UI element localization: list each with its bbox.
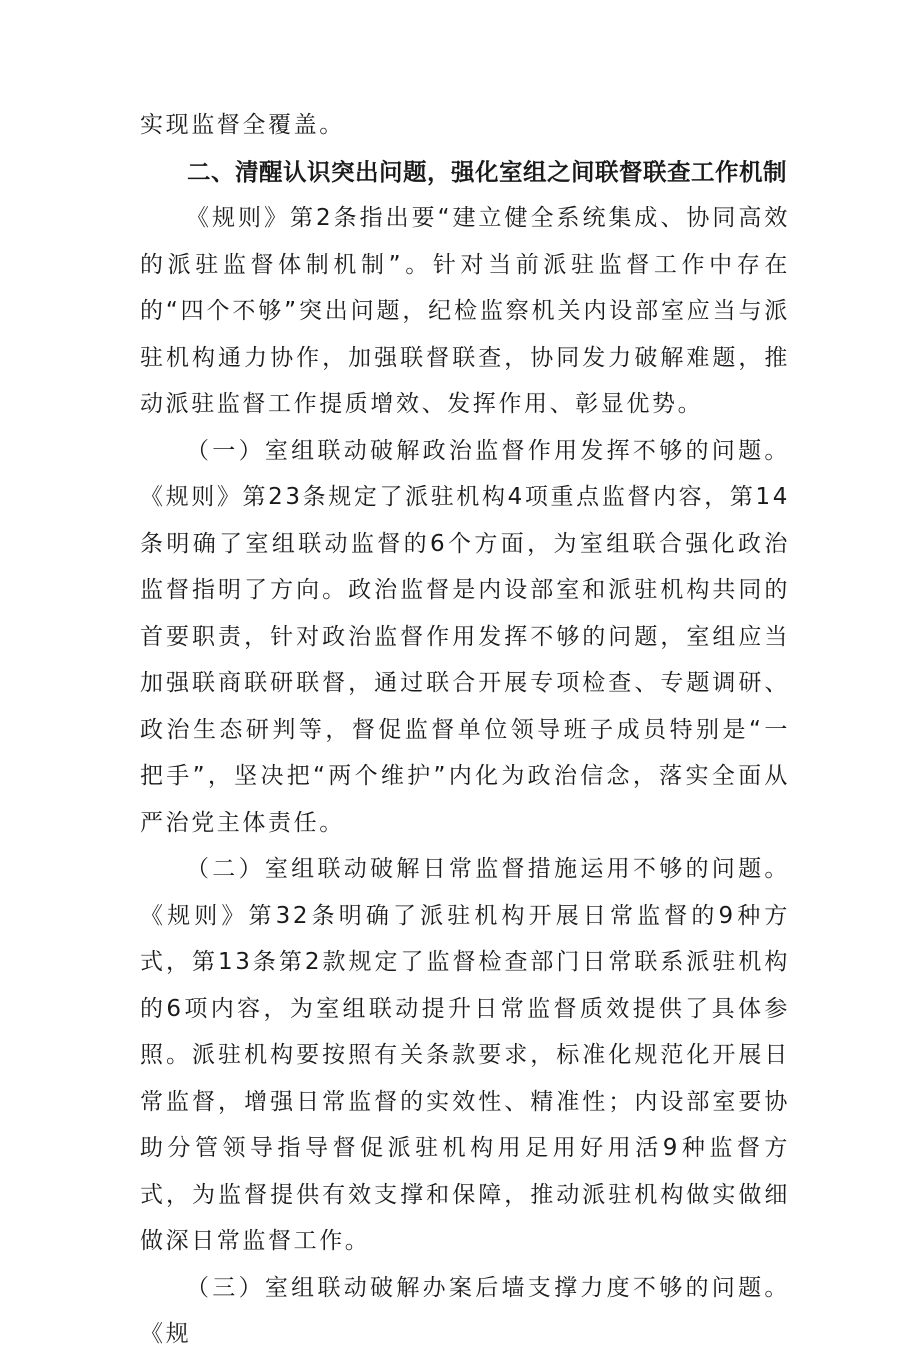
paragraph-case-support: （三）室组联动破解办案后墙支撑力度不够的问题。《规	[140, 1274, 790, 1347]
paragraph-political-supervision: （一）室组联动破解政治监督作用发挥不够的问题。《规则》第23条规定了派驻机构4项重点监督内容，第14条明确了室组联动监督的6个方面，为室组联合强化政治监督指明了方向。政治监督是内设部室和派驻机构共同的首要职责，针对政治监督作用发挥不够的问题，室组应当加强联商联研联督，通过联合开展专项检查、专题调研、政治生态研判等，督促监督单位领导班子成员特别是“一把手”，坚决把“两个维护”内化为政治信念，落实全面从严治党主体责任。	[140, 437, 790, 836]
paragraph-daily-supervision: （二）室组联动破解日常监督措施运用不够的问题。《规则》第32条明确了派驻机构开展日常监督的9种方式，第13条第2款规定了监督检查部门日常联系派驻机构的6项内容，为室组联动提升日常监督质效提供了具体参照。派驻机构要按照有关条款要求，标准化规范化开展日常监督，增强日常监督的实效性、精准性；内设部室要协助分管领导指导督促派驻机构用足用好用活9种监督方式，为监督提供有效支撑和保障，推动派驻机构做实做细做深日常监督工作。	[140, 856, 790, 1254]
section-heading: 二、清醒认识突出问题，强化室组之间联督联查工作机制	[187, 157, 787, 186]
paragraph-continuation: 实现监督全覆盖。	[140, 112, 345, 138]
paragraph-intro: 《规则》第2条指出要“建立健全系统集成、协同高效的派驻监督体制机制”。针对当前派驻监督工作中存在的“四个不够”突出问题，纪检监察机关内设部室应当与派驻机构通力协作，加强联督联查，协同发力破解难题，推动派驻监督工作提质增效、发挥作用、彰显优势。	[140, 205, 790, 417]
